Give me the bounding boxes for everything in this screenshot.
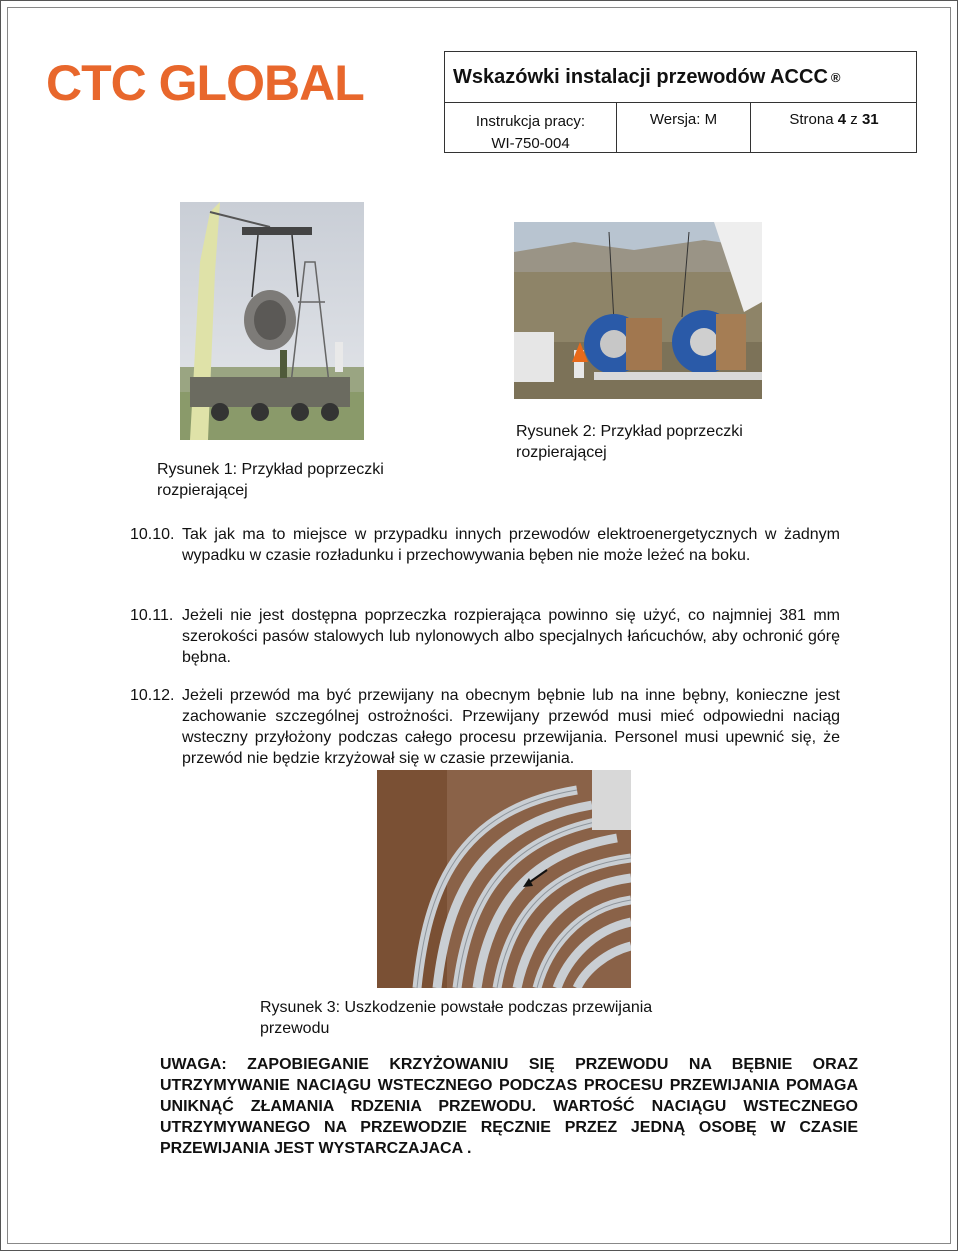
paragraph-10-12	[130, 685, 840, 769]
header-table	[444, 51, 917, 153]
instruction-cell	[445, 103, 617, 153]
figure-1-photo	[180, 202, 364, 440]
paragraph-number: 10.10.	[130, 526, 175, 543]
figure-2-caption: Rysunek 2: Przykład poprzeczki rozpierającej	[516, 423, 743, 461]
page-sep: z	[850, 111, 858, 128]
page-total: 31	[861, 111, 879, 128]
paragraph-text: Jeżeli nie jest dostępna poprzeczka rozpierająca powinno się użyć, co najmniej 381 mm szerokości pasów stalowych lub nylonowych albo specjalnych łańcuchów, aby ochronić górę bębna.	[182, 607, 840, 666]
ctc-global-logo	[46, 58, 386, 106]
paragraph-text: Jeżeli przewód ma być przewijany na obecnym bębnie lub na inne bębny, konieczne jest zachowanie szczególnej ostrożności. Przewijany przewód musi mieć odpowiedni naciąg wsteczny przyłożony podczas całego procesu przewijania. Personel musi upewnić się, że przewód nie będzie krzyżował się w czasie przewijania.	[182, 687, 840, 767]
page-prefix: Strona	[789, 111, 834, 128]
paragraph-10-10	[130, 524, 840, 566]
paragraph-number: 10.11.	[130, 607, 174, 624]
registered-mark: ®	[830, 69, 841, 85]
figure-3-photo	[377, 770, 631, 988]
page-current: 4	[837, 111, 847, 128]
logo-text: CTC GLOBAL	[46, 58, 364, 106]
page-number-cell	[751, 103, 917, 153]
title-text: Wskazówki instalacji przewodów ACCC	[453, 65, 828, 88]
instruction-code: WI-750-004	[491, 135, 570, 152]
figure-2-photo	[514, 222, 762, 399]
figure-3-caption: Rysunek 3: Uszkodzenie powstałe podczas przewijania przewodu	[260, 999, 653, 1037]
figure-1-caption: Rysunek 1: Przykład poprzeczki rozpierającej	[157, 461, 384, 499]
document-title	[445, 52, 916, 103]
instruction-label: Instrukcja pracy:	[475, 113, 586, 130]
paragraph-text: Tak jak ma to miejsce w przypadku innych przewodów elektroenergetycznych w żadnym wypadku w czasie rozładunku i przechowywania bęben nie może leżeć na boku.	[182, 526, 840, 564]
paragraph-10-11	[130, 605, 840, 668]
paragraph-number: 10.12.	[130, 687, 175, 704]
warning-note: UWAGA: ZAPOBIEGANIE KRZYŻOWANIU SIĘ PRZEWODU NA BĘBNIE ORAZ UTRZYMYWANIE NACIĄGU WSTECZNEGO PODCZAS PROCESU PRZEWIJANIA POMAGA UNIKNĄĆ ZŁAMANIA RDZENIA PRZEWODU. WARTOŚĆ NACIĄGU WSTECZNEGO UTRZYMYWANEGO NA PRZEWODZIE RĘCZNIE PRZEZ JEDNĄ OSOBĘ W CZASIE PRZEWIJANIA JEST WYSTARCZAJACA .	[160, 1056, 858, 1157]
version-text: Wersja: M	[649, 111, 718, 128]
version-cell	[617, 103, 751, 153]
